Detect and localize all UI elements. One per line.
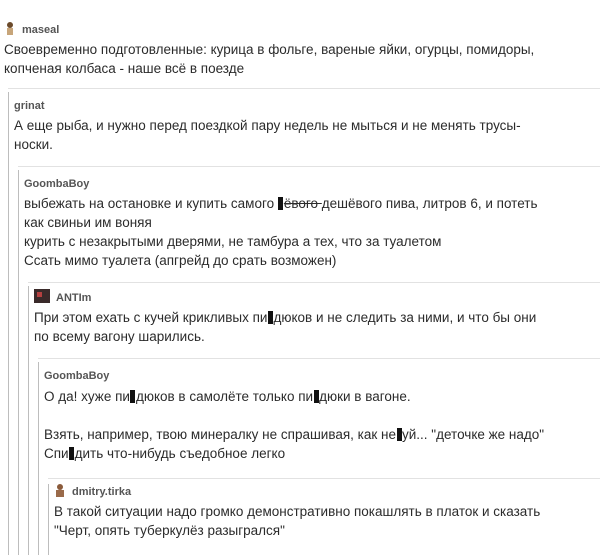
comment-header	[4, 22, 600, 38]
censor-block	[397, 428, 402, 441]
thread-indent-line	[38, 362, 39, 555]
censor-block	[69, 447, 74, 460]
avatar-icon	[34, 289, 50, 308]
comment-line: по всему вагону шарились.	[34, 329, 205, 344]
text-part: Спи	[44, 446, 69, 461]
avatar-icon	[54, 483, 66, 502]
text-part: Взять, например, твою минералку не спрашивая, как не	[44, 427, 397, 442]
comment-header	[14, 98, 600, 114]
comment-line: В такой ситуации надо громко демонстративно покашлять в платок и сказать	[54, 504, 541, 519]
author-name[interactable]: GoombaBoy	[24, 178, 90, 190]
comment-goombaboy	[24, 176, 600, 270]
text-part: уй... "деточке же надо"	[402, 427, 545, 442]
comment-grinat	[14, 98, 600, 154]
text-part: При этом ехать с кучей крикливых пи	[34, 310, 268, 325]
comment-text	[34, 308, 600, 346]
comment-line	[44, 387, 600, 406]
thread-indent-line	[48, 484, 49, 555]
comment-line: носки.	[14, 137, 53, 152]
author-name[interactable]: maseal	[22, 24, 60, 36]
comment-maseal	[4, 22, 600, 78]
comment-text	[44, 387, 600, 463]
text-part: дюки в вагоне.	[319, 389, 411, 404]
comment-line: А еще рыба, и нужно перед поездкой пару недель не мыться и не менять трусы-	[14, 118, 521, 133]
comment-line: Своевременно подготовленные: курица в фольге, вареные яйки, огурцы, помидоры,	[4, 42, 535, 57]
comment-header	[44, 368, 600, 384]
divider	[48, 478, 600, 479]
comment-text	[54, 502, 600, 540]
comment-header	[54, 484, 600, 500]
comment-line: как свиньи им воняя	[24, 215, 152, 230]
strikethrough-text: ёвого	[283, 196, 322, 211]
comment-line: "Черт, опять туберкулёз разыгрался"	[54, 523, 285, 538]
comment-dmitry-tirka	[54, 484, 600, 540]
comment-line	[44, 444, 600, 463]
text-part: дить что-нибудь съедобное легко	[74, 446, 286, 461]
censor-block	[278, 197, 283, 210]
comment-text	[14, 116, 600, 154]
comment-header	[34, 290, 600, 306]
comment-header	[24, 176, 600, 192]
thread-indent-line	[18, 170, 19, 555]
comment-text	[24, 194, 600, 270]
author-name[interactable]: dmitry.tirka	[72, 486, 132, 498]
divider	[38, 358, 600, 359]
avatar-icon	[4, 21, 16, 40]
divider	[8, 88, 600, 89]
censor-block	[314, 390, 319, 403]
censor-block	[130, 390, 135, 403]
text-part: дюков в самолёте только пи	[135, 389, 314, 404]
spacer	[44, 406, 600, 425]
comment-antim	[34, 290, 600, 346]
author-name[interactable]: grinat	[14, 100, 45, 112]
text-part: выбежать на остановке и купить самого	[24, 196, 278, 211]
author-name[interactable]: GoombaBoy	[44, 370, 110, 382]
comment-line: копченая колбаса - наше всё в поезде	[4, 61, 245, 76]
thread-indent-line	[28, 286, 29, 555]
comment-line	[44, 425, 600, 444]
comment-text	[4, 40, 600, 78]
text-part: дюков и не следить за ними, и что бы они	[273, 310, 537, 325]
divider	[28, 282, 600, 283]
thread-indent-line	[8, 92, 9, 555]
comment-line: Ссать мимо туалета (апгрейд до срать возможен)	[24, 253, 337, 268]
comment-line	[34, 308, 600, 327]
text-part: О да! хуже пи	[44, 389, 130, 404]
comment-line	[24, 194, 600, 213]
text-part: дешёвого пива, литров 6, и потеть	[321, 196, 538, 211]
divider	[18, 166, 600, 167]
comment-goombaboy-2	[44, 368, 600, 463]
author-name[interactable]: ANTIm	[56, 292, 92, 304]
comment-line: курить с незакрытыми дверями, не тамбура а тех, что за туалетом	[24, 234, 442, 249]
